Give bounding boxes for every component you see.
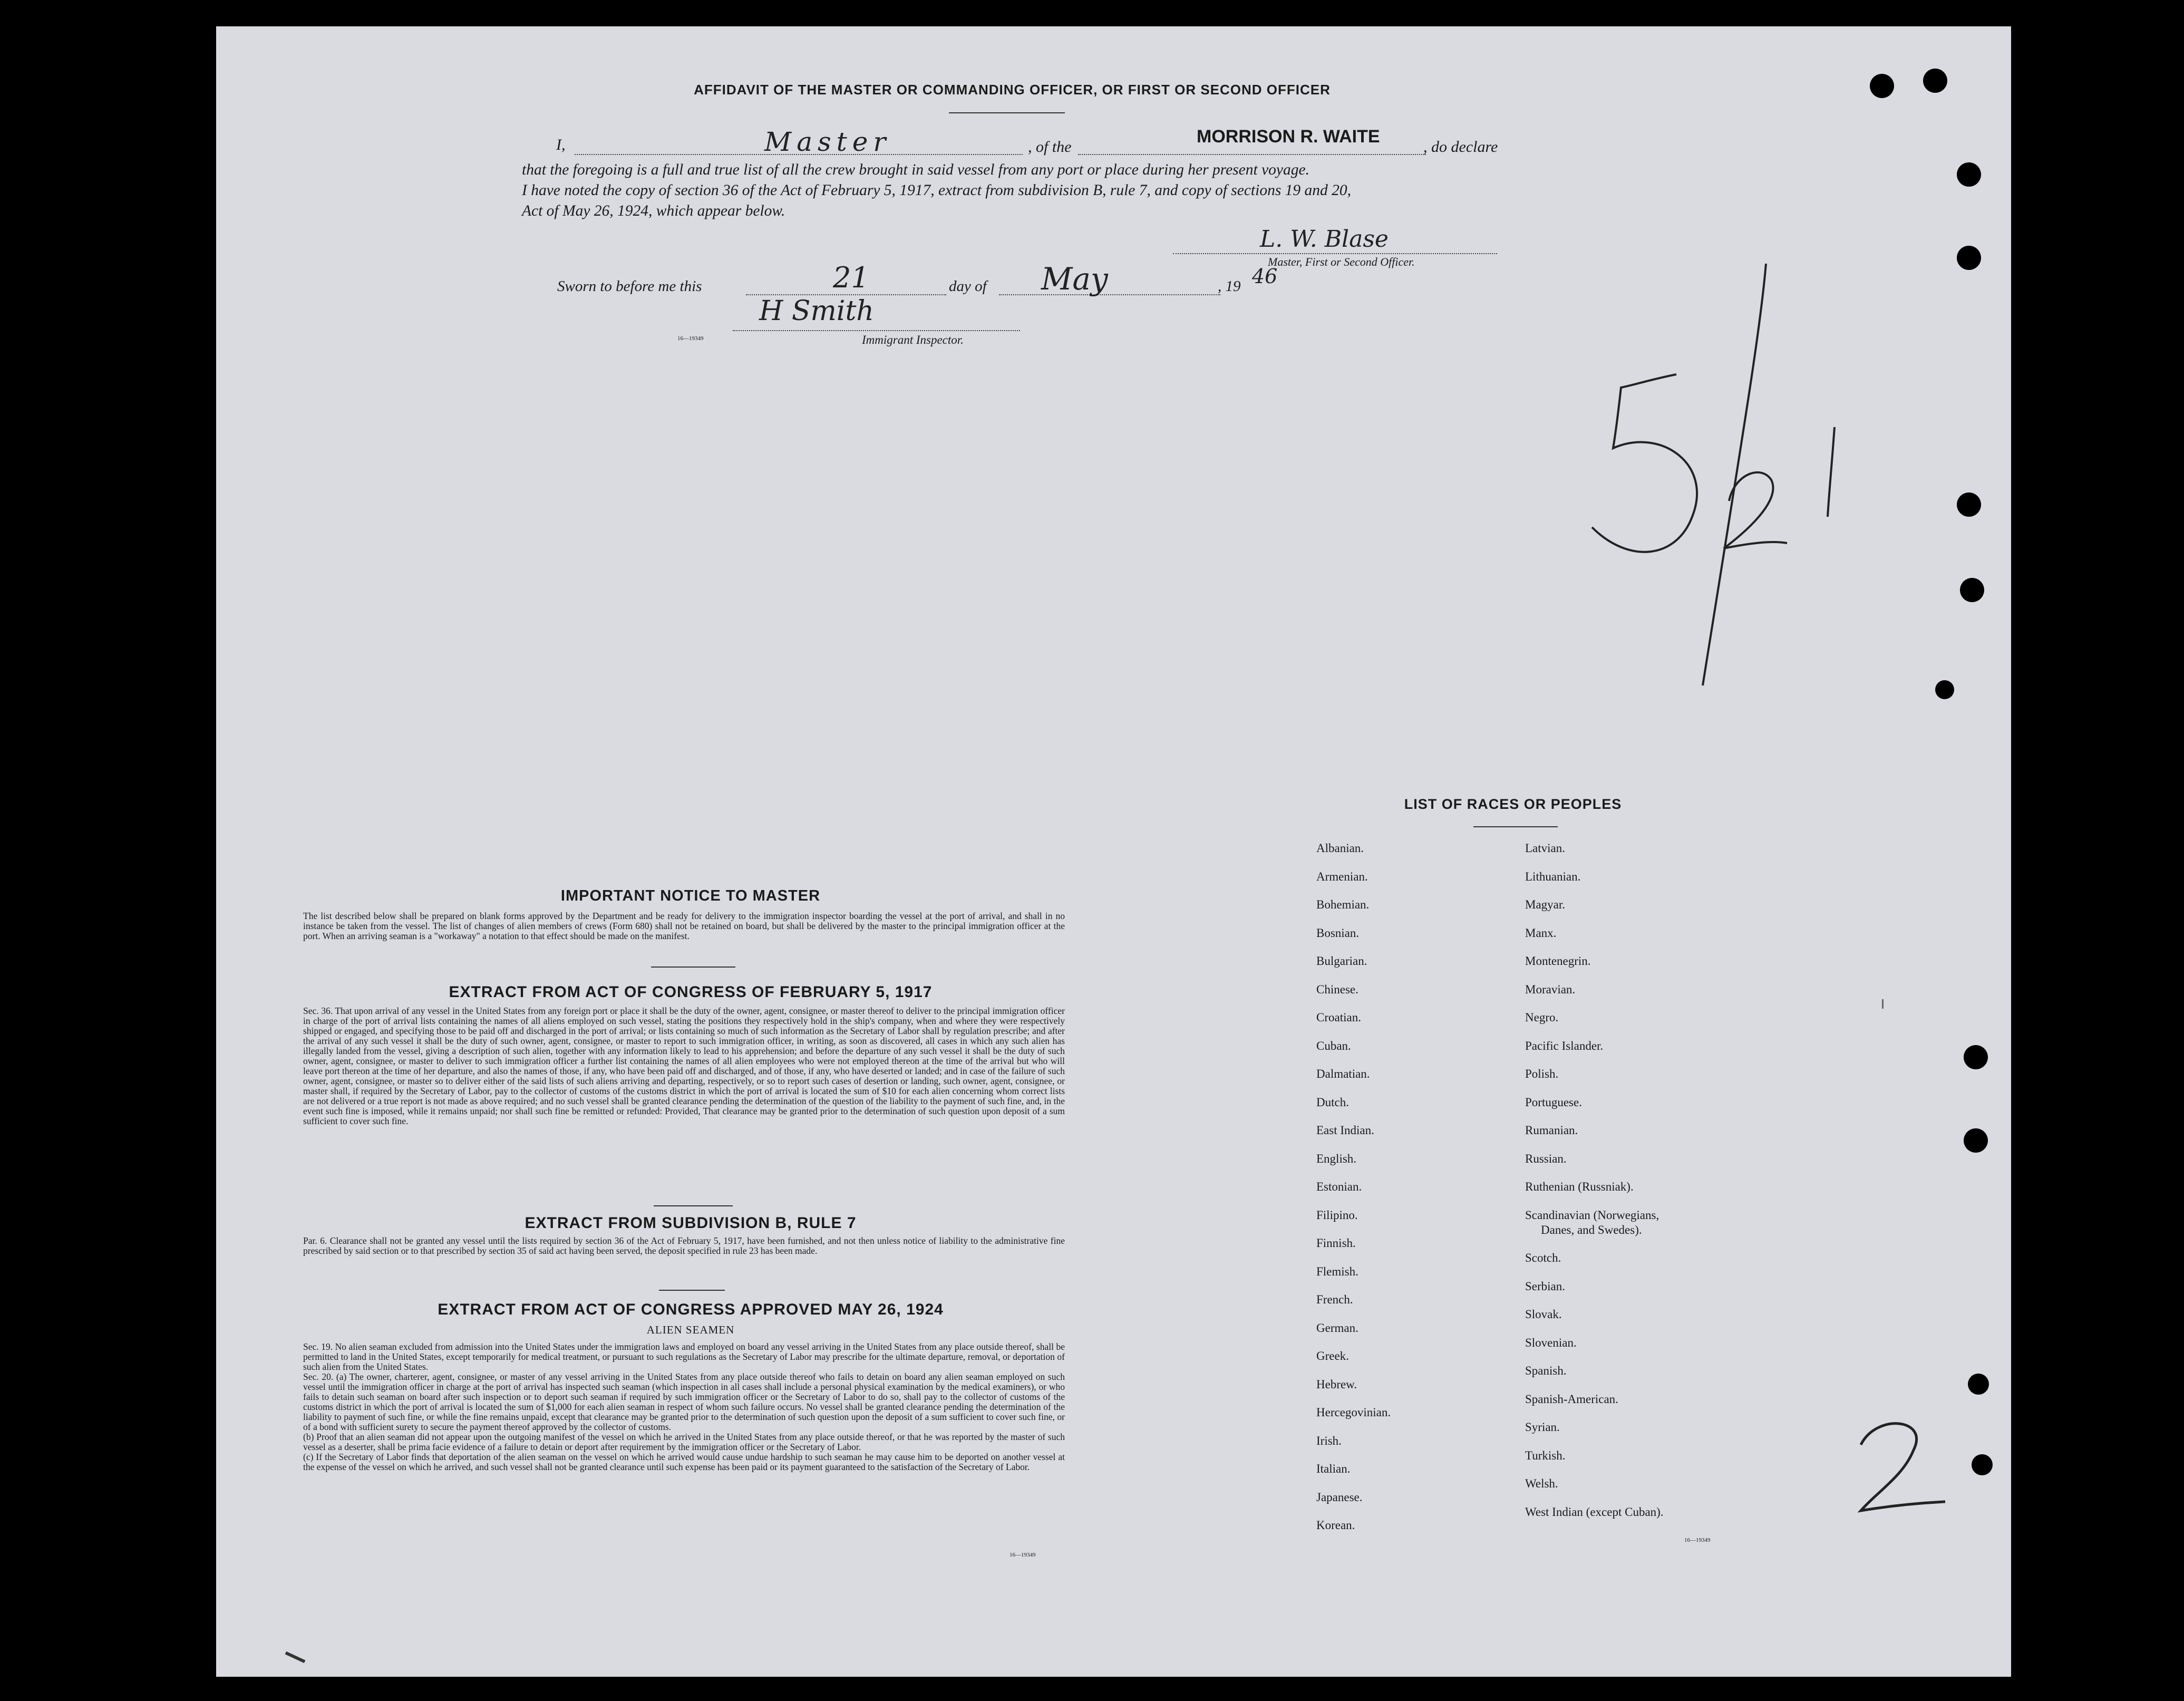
extract-rule7-body: Par. 6. Clearance shall not be granted any vessel until the lists required by section 36 of the Act of February 5, 1917, have been furnished, and not then unless notice of liability to the administrative fine prescribed by said section or to that prescribed by section 35 of said act having been served, the deposit specified in rule 23 has been made.: [303, 1235, 1065, 1256]
digit-five-stroke: [1592, 374, 1697, 552]
race-item: Bulgarian.: [1316, 954, 1367, 968]
digit-two-stroke: [1724, 472, 1787, 548]
affidavit-title: AFFIDAVIT OF THE MASTER OR COMMANDING OFFICER, OR FIRST OR SECOND OFFICER: [694, 82, 1331, 98]
race-item: Armenian.: [1316, 869, 1368, 883]
race-item: Croatian.: [1316, 1011, 1361, 1024]
race-item: Albanian.: [1316, 842, 1364, 855]
digit-two-stroke: [1861, 1424, 1945, 1511]
punch-hole: [1960, 578, 1984, 602]
races-right-column: [1525, 842, 1768, 1533]
race-item: Danes, and Swedes).: [1541, 1223, 1642, 1236]
race-item: Serbian.: [1525, 1279, 1566, 1293]
race-item: Montenegrin.: [1525, 954, 1591, 968]
race-item: Dutch.: [1316, 1095, 1349, 1109]
race-item: Japanese.: [1316, 1490, 1363, 1504]
race-item: Spanish-American.: [1525, 1392, 1618, 1406]
vessel-name: MORRISON R. WAITE: [1197, 127, 1380, 147]
race-item: West Indian (except Cuban).: [1525, 1505, 1664, 1519]
affidavit-body: [522, 160, 1523, 221]
section-20b-paragraph: (b) Proof that an alien seaman did not appear upon the outgoing manifest of the vessel on which he arrived in the United States from any place outside thereof, or that he was reported by the master of such vessel as a deserter, shall be prima facie evidence of a failure to detain or deport after requirement by the immigration officer or the Secretary of Labor.: [303, 1432, 1065, 1452]
race-item: Moravian.: [1525, 982, 1576, 996]
handwritten-corner-number: [1850, 1418, 1956, 1524]
race-item: Spanish.: [1525, 1364, 1567, 1377]
race-item: Dalmatian.: [1316, 1067, 1370, 1080]
races-left-column: [1316, 842, 1517, 1547]
officer-caption: Master, First or Second Officer.: [1268, 255, 1415, 268]
race-item: Estonian.: [1316, 1180, 1362, 1193]
punch-hole: [1923, 69, 1947, 93]
race-item: Polish.: [1525, 1067, 1559, 1080]
handwritten-title: Master: [764, 127, 891, 157]
race-item: Latvian.: [1525, 842, 1565, 855]
races-title: LIST OF RACES OR PEOPLES: [1404, 796, 1622, 812]
handwritten-page-number: [1571, 253, 1866, 696]
punch-hole: [1968, 1374, 1989, 1395]
of-the-label: , of the: [1028, 138, 1072, 156]
race-item: Bohemian.: [1316, 898, 1370, 911]
vessel-blank-line: [1078, 154, 1426, 155]
year-prefix: , 19: [1218, 278, 1241, 295]
race-item: Cuban.: [1316, 1039, 1351, 1052]
punch-hole: [1964, 1045, 1988, 1069]
notice-title: IMPORTANT NOTICE TO MASTER: [560, 887, 821, 904]
punch-hole: [1964, 1128, 1988, 1153]
page-bottom-edge: [216, 1677, 2011, 1701]
affidavit-body-line: Act of May 26, 1924, which appear below.: [522, 202, 785, 219]
race-item: Chinese.: [1316, 982, 1358, 996]
punch-hole: [1870, 74, 1894, 98]
extract-form-number: 16—19349: [1010, 1552, 1036, 1558]
extract-1924-subtitle: ALIEN SEAMEN: [646, 1323, 735, 1336]
affidavit-body-line: I have noted the copy of section 36 of the Act of February 5, 1917, extract from subdivision B, rule 7, and copy of sections 19 and 20,: [522, 182, 1352, 199]
inspector-line: [733, 330, 1020, 331]
day-of-label: day of: [949, 278, 987, 295]
notice-body: The list described below shall be prepared on blank forms approved by the Department and be ready for delivery to the immigration inspector boarding the vessel at the port of arrival, and shall in no instance be taken from the vessel. The list of changes of alien members of crews (Form 680) shall not be retained on board, but shall be delivered by the master to the principal immigration officer at the port. When an arriving seaman is a "workaway" a notation to that effect should be made on the manifest.: [303, 911, 1065, 941]
digit-one-stroke: [1828, 427, 1834, 517]
form-number: 16—19349: [677, 335, 704, 342]
extract-1917-body: Sec. 36. That upon arrival of any vessel in the United States from any foreign port or place it shall be the duty of the owner, agent, consignee, or master thereof to deliver to the principal immigration officer in charge of the port of arrival lists containing the names of all aliens employed on such vessel, stating the positions they respectively hold in the ship's company, when and where they were respectively shipped or engaged, and specifying those to be paid off and discharged in the port of arrival; or lists containing so much of such information as the Secretary of Labor shall by regulation prescribe; and after the arrival of any such vessel it shall be the duty of such owner, agent, consignee, or master to report to such immigration officer, in writing, as soon as discovered, all cases in which any such alien has illegally landed from the vessel, giving a description of such alien, together with any information likely to lead to his apprehension; and before the departure of any such vessel it shall be the duty of such owner, agent, consignee, or master to deliver to such immigration officer a further list containing the names of all alien employees who were not employed thereon at the time of the arrival but who will leave port thereon at the time of her departure, and also the names of those, if any, who have been paid off and discharged, and of those, if any, who have deserted or landed; and in case of the failure of such owner, agent, consignee, or master so to deliver either of the said lists of such aliens arriving and departing, respectively, or so to report such cases of desertion or landing, such owner, agent, consignee, or master shall, if required by the Secretary of Labor, pay to the collector of customs of the customs district in which the port of arrival is located the sum of $10 for each alien concerning whom correct lists are not delivered or a true report is not made as above required; and no such vessel shall be granted clearance pending the determination of the question of the liability to the payment of such fine, and, in the event such fine is imposed, while it remains unpaid; nor shall such fine be remitted or refunded: Provided, That clearance may be granted prior to the determination of such question upon deposit of a sum sufficient to cover such fine.: [303, 1006, 1065, 1126]
race-item: Portuguese.: [1525, 1095, 1582, 1109]
section-20c-paragraph: (c) If the Secretary of Labor finds that deportation of the alien seaman on the vessel on which he arrived would cause undue hardship to such seaman he may cause him to be deported on another vessel at the expense of the vessel on which he arrived, and such vessel shall not be granted clearance until such expense has been paid or its payment guaranteed to the satisfaction of the Secretary of Labor.: [303, 1452, 1065, 1472]
race-item: Ruthenian (Russniak).: [1525, 1180, 1634, 1193]
race-item: Scotch.: [1525, 1251, 1561, 1264]
punch-hole: [1935, 680, 1954, 699]
race-item: Turkish.: [1525, 1448, 1566, 1462]
extract-1917-title: EXTRACT FROM ACT OF CONGRESS OF FEBRUARY 5, 1917: [449, 983, 933, 1001]
race-item: Slovenian.: [1525, 1336, 1577, 1349]
race-item: Pacific Islander.: [1525, 1039, 1604, 1052]
slash-stroke: [1703, 264, 1766, 685]
race-item: German.: [1316, 1321, 1358, 1335]
race-item: French.: [1316, 1293, 1353, 1306]
divider: [651, 967, 735, 968]
race-item: East Indian.: [1316, 1124, 1374, 1137]
race-item: Scandinavian (Norwegians,: [1525, 1208, 1659, 1222]
do-declare-label: , do declare: [1423, 138, 1498, 156]
race-item: Manx.: [1525, 926, 1557, 940]
race-item: Slovak.: [1525, 1308, 1562, 1321]
race-item: Lithuanian.: [1525, 869, 1581, 883]
extract-1924-title: EXTRACT FROM ACT OF CONGRESS APPROVED MAY 26, 1924: [438, 1301, 944, 1318]
race-item: Italian.: [1316, 1462, 1351, 1475]
divider: [1473, 826, 1558, 827]
i-label: I,: [556, 136, 566, 153]
race-item: Greek.: [1316, 1349, 1349, 1362]
year-value: 46: [1252, 265, 1278, 288]
divider: [654, 1205, 733, 1206]
section-20a-paragraph: Sec. 20. (a) The owner, charterer, agent, consignee, or master of any vessel arriving in the United States from any place outside thereof who fails to detain on board any alien seaman employed on such vessel until the immigration officer in charge at the port of arrival has inspected such seaman (which inspection in all cases shall include a personal physical examination by the medical examiners), or who fails to detain such seaman on board after such inspection or to deport such seaman if required by such immigration officer or the Secretary of Labor to do so, shall pay to the collector of customs of the customs district in which the port of arrival is located the sum of $1,000 for each alien seaman in respect of whom such failure occurs. No vessel shall be granted clearance pending the determination of the liability to payment of such fine, or while the fine remains unpaid, except that clearance may be granted prior to the determination of such question upon the deposit of a sum sufficient to cover such fine, or of a bond with sufficient surety to secure the payment thereof approved by the collector of customs.: [303, 1371, 1065, 1432]
race-item: Flemish.: [1316, 1264, 1358, 1278]
officer-signature: L. W. Blase: [1260, 226, 1389, 253]
extract-1924-body: [303, 1342, 1065, 1472]
race-item: Bosnian.: [1316, 926, 1360, 940]
race-item: Russian.: [1525, 1152, 1567, 1165]
race-item: Rumanian.: [1525, 1124, 1578, 1137]
month-value: May: [1041, 261, 1108, 297]
race-item: Hercegovinian.: [1316, 1406, 1391, 1419]
race-item: Filipino.: [1316, 1208, 1358, 1222]
signature-line: [1173, 253, 1497, 254]
race-item: Hebrew.: [1316, 1377, 1357, 1391]
race-item: Welsh.: [1525, 1477, 1558, 1490]
sworn-label: Sworn to before me this: [557, 278, 702, 295]
punch-hole: [1957, 162, 1981, 187]
extract-rule7-title: EXTRACT FROM SUBDIVISION B, RULE 7: [525, 1214, 857, 1232]
divider: [659, 1290, 725, 1291]
race-item: English.: [1316, 1152, 1357, 1165]
race-item: Negro.: [1525, 1011, 1559, 1024]
section-19-paragraph: Sec. 19. No alien seaman excluded from admission into the United States under the immigration laws and employed on board any vessel arriving in the United States from any place outside thereof, shall be permitted to land in the United States, except temporarily for medical treatment, or pursuant to such regulations as the Secretary of Labor may prescribe for the ultimate departure, removal, or deportation of such alien from the United States.: [303, 1341, 1065, 1372]
race-item: Korean.: [1316, 1519, 1355, 1532]
inspector-caption: Immigrant Inspector.: [862, 333, 964, 346]
month-blank-line: [999, 294, 1220, 295]
inspector-signature: H Smith: [759, 295, 874, 327]
punch-hole: [1957, 246, 1981, 270]
race-item: Syrian.: [1525, 1420, 1560, 1434]
punch-hole: [1972, 1454, 1993, 1475]
punch-hole: [1957, 492, 1981, 517]
day-value: 21: [833, 261, 869, 294]
races-form-number: 16—19349: [1684, 1537, 1711, 1543]
race-item: Irish.: [1316, 1434, 1342, 1447]
affidavit-body-line: that the foregoing is a full and true list of all the crew brought in said vessel from any port or place during her present voyage.: [522, 161, 1309, 178]
race-item: Finnish.: [1316, 1236, 1356, 1250]
race-item: Magyar.: [1525, 898, 1566, 911]
tick-mark: [1882, 999, 1884, 1009]
divider: [949, 112, 1065, 113]
